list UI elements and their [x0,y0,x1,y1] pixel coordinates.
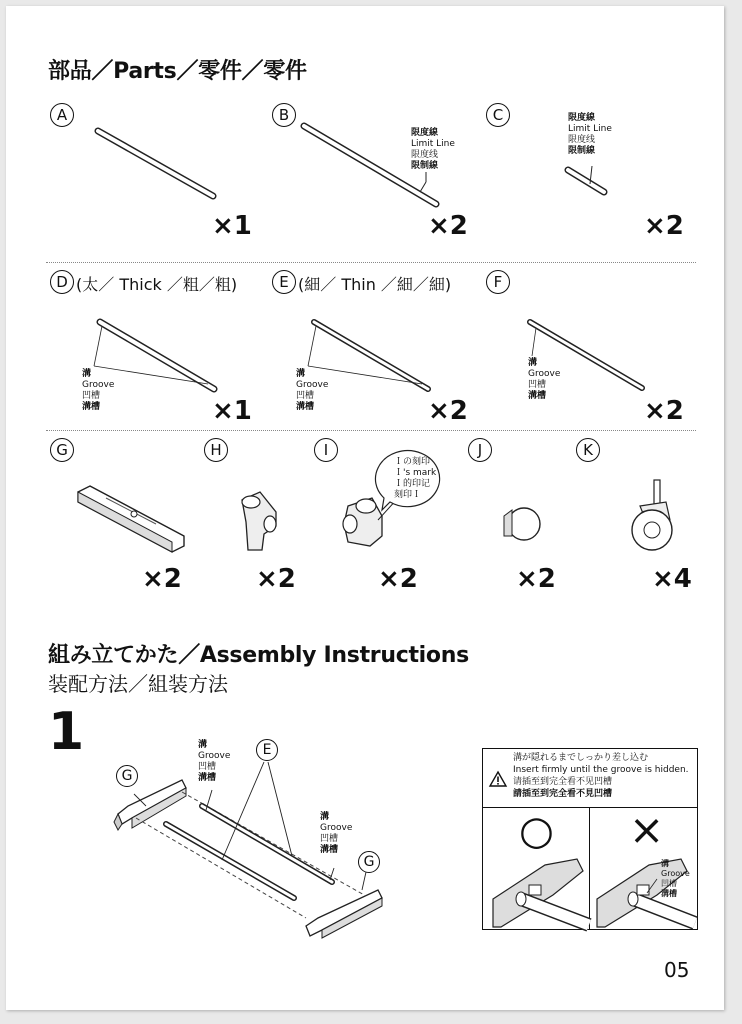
warning-box [482,748,698,930]
label-line: Groove [82,380,115,390]
part-letter-i: I [314,438,338,462]
label-line: Groove [320,823,353,833]
label-line: 限制線 [411,161,439,171]
step1-groove-label-left [198,740,230,784]
step1-groove-label-right [320,812,352,856]
part-i-qty: ×2 [378,564,418,594]
label-line: Groove [528,369,561,379]
part-letter-k: K [576,438,600,462]
part-letter-j: J [468,438,492,462]
label-line: 凹槽 [320,834,339,844]
parts-title: 部品／Parts／零件／零件 [48,59,307,84]
callout-g-left: G [116,765,138,787]
part-e-caption: (細／ Thin ／細／細) [298,275,452,294]
warning-line: 溝が隠れるまでしっかり差し込む [513,753,649,763]
label-line: 限制線 [568,146,596,156]
assembly-subtitle: 装配方法／組装方法 [48,672,228,696]
part-letter-a: A [50,103,74,127]
part-letter-b: B [272,103,296,127]
incorrect-groove-label [661,859,690,899]
callout-e: E [256,739,278,761]
label-line: 溝槽 [661,889,677,898]
warning-line: 请插至到完全看不见凹槽 [513,777,613,787]
label-line: Ｉ's mark [394,468,437,478]
part-k-qty: ×4 [652,564,692,594]
label-line: 溝槽 [320,845,339,855]
label-line: 溝槽 [198,773,217,783]
assembly-title: 組み立てかた／Assembly Instructions [48,643,469,668]
label-line: Ｉ的印记 [394,479,431,489]
label-line: 溝 [82,369,92,379]
warning-detail-drawings [483,749,697,929]
part-j-qty: ×2 [516,564,556,594]
label-line: 凹槽 [198,762,217,772]
part-g-qty: ×2 [142,564,182,594]
step-number: 1 [48,702,85,762]
callout-g-right: G [358,851,380,873]
label-line: 溝 [528,358,538,368]
part-e-qty: ×2 [428,396,468,426]
label-line: 溝 [661,859,669,868]
part-h-qty: ×2 [256,564,296,594]
label-line: 凹槽 [82,391,101,401]
incorrect-symbol: × [629,805,665,854]
part-d-qty: ×1 [212,396,252,426]
label-line: Groove [198,751,231,761]
label-line: 限度線 [411,128,439,138]
part-c-qty: ×2 [644,211,684,241]
label-line: 凹槽 [296,391,315,401]
label-line: 溝槽 [528,391,547,401]
warning-line: Insert firmly until the groove is hidden. [513,765,689,775]
label-line: 限度线 [411,150,439,160]
label-line: 刻印Ｉ [394,490,422,500]
label-line: 溝槽 [296,402,315,412]
page-number: 05 [664,958,690,982]
label-line: Ｉの刻印 [394,457,431,467]
part-d-caption: (太／ Thick ／粗／粗) [76,275,238,294]
label-line: 溝 [198,740,208,750]
part-b-qty: ×2 [428,211,468,241]
part-a-qty: ×1 [212,211,252,241]
label-line: Limit Line [568,124,612,134]
label-line: 溝 [296,369,306,379]
label-line: 凹槽 [661,879,677,888]
manual-page [6,6,724,1010]
part-letter-e: E [272,270,296,294]
label-line: Groove [661,869,690,878]
label-line: Groove [296,380,329,390]
part-letter-g: G [50,438,74,462]
label-line: 溝 [320,812,330,822]
label-line: 溝槽 [82,402,101,412]
label-line: 限度线 [568,135,596,145]
part-letter-d: D [50,270,74,294]
part-letter-c: C [486,103,510,127]
label-line: 凹槽 [528,380,547,390]
label-line: 限度線 [568,113,596,123]
part-f-qty: ×2 [644,396,684,426]
warning-line: 請插至到完全看不見凹槽 [513,789,613,799]
label-line: Limit Line [411,139,455,149]
part-letter-h: H [204,438,228,462]
part-letter-f: F [486,270,510,294]
correct-symbol: ○ [519,808,554,854]
